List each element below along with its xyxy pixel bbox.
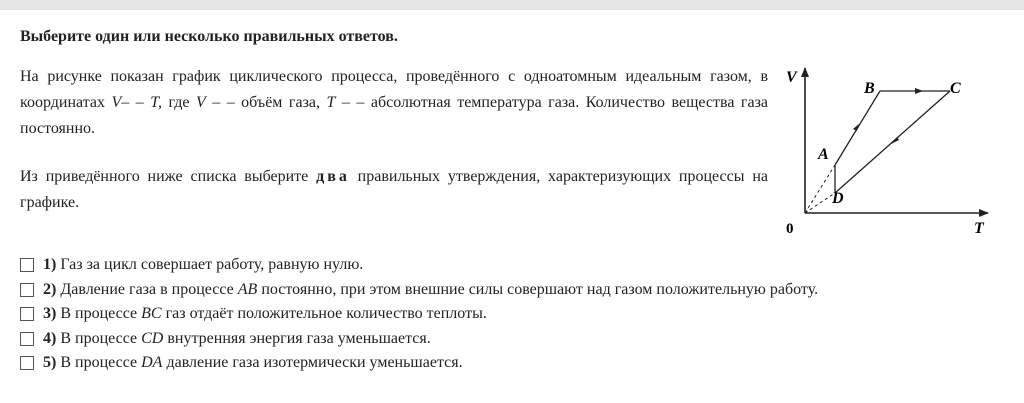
checkbox-3[interactable] — [20, 307, 34, 321]
problem-text: На рисунке показан график циклического процесса, проведённого с одноатомным идеальным газом, в координатах — [20, 68, 768, 111]
option-number: 2) — [43, 280, 57, 298]
problem-text: Из приведённого ниже списка выберите — [20, 168, 317, 185]
option-number: 1) — [43, 256, 57, 274]
coords-label: V– – T, — [111, 94, 162, 111]
checkbox-2[interactable] — [20, 283, 34, 297]
point-label-a: A — [818, 146, 829, 163]
task-heading: Выберите один или несколько правильных ответов. — [20, 28, 398, 45]
axis-label-v: V — [786, 69, 797, 86]
answer-options — [20, 253, 818, 376]
checkbox-4[interactable] — [20, 332, 34, 346]
answer-option-2[interactable] — [20, 278, 818, 303]
emphasis-two: два — [316, 168, 350, 185]
answer-option-1[interactable] — [20, 253, 818, 278]
option-text: газ отдаёт положительное количество теплоты. — [165, 305, 487, 323]
option-text: внутренняя энергия газа уменьшается. — [167, 329, 431, 347]
var-v: V — [195, 94, 206, 111]
answer-option-5[interactable] — [20, 351, 818, 376]
problem-text: где — [161, 94, 196, 111]
option-text: давление газа изотермически уменьшается. — [166, 354, 463, 372]
option-text: Газ за цикл совершает работу, равную нулю. — [60, 256, 364, 274]
arrow-bc — [915, 88, 923, 94]
checkbox-5[interactable] — [20, 356, 34, 370]
point-label-c: C — [950, 80, 961, 97]
problem-paragraph-1 — [20, 64, 768, 142]
vt-diagram — [780, 60, 995, 240]
option-number: 4) — [43, 329, 57, 347]
problem-paragraph-2 — [20, 164, 768, 216]
option-text: В процессе — [60, 329, 138, 347]
segment-cd — [835, 91, 950, 193]
problem-text: – – объём газа, — [205, 94, 327, 111]
top-bar — [0, 0, 1024, 10]
option-text: постоянно, при этом внешние силы совершают над газом положительную работу. — [261, 280, 819, 298]
answer-option-3[interactable] — [20, 302, 818, 327]
point-label-d: D — [832, 190, 844, 207]
option-text: В процессе — [60, 354, 138, 372]
option-text: Давление газа в процессе — [60, 280, 234, 298]
problem-text: правильных утверждения, характеризующих процессы на графике. — [20, 168, 769, 211]
problem-text: – – абсолютная температура газа. Количество вещества газа постоянно. — [20, 94, 769, 137]
process-label: BC — [141, 305, 162, 323]
origin-label: 0 — [786, 221, 794, 237]
process-label: DA — [141, 354, 163, 372]
option-text: В процессе — [60, 305, 138, 323]
answer-option-4[interactable] — [20, 327, 818, 352]
process-label: AB — [237, 280, 258, 298]
axis-label-t: T — [974, 220, 984, 237]
dashed-line-oa — [805, 165, 835, 213]
point-label-b: B — [864, 80, 875, 97]
dashed-line-od — [805, 193, 835, 213]
var-t: T — [326, 94, 336, 111]
option-number: 5) — [43, 354, 57, 372]
process-label: CD — [141, 329, 164, 347]
option-number: 3) — [43, 305, 57, 323]
checkbox-1[interactable] — [20, 258, 34, 272]
